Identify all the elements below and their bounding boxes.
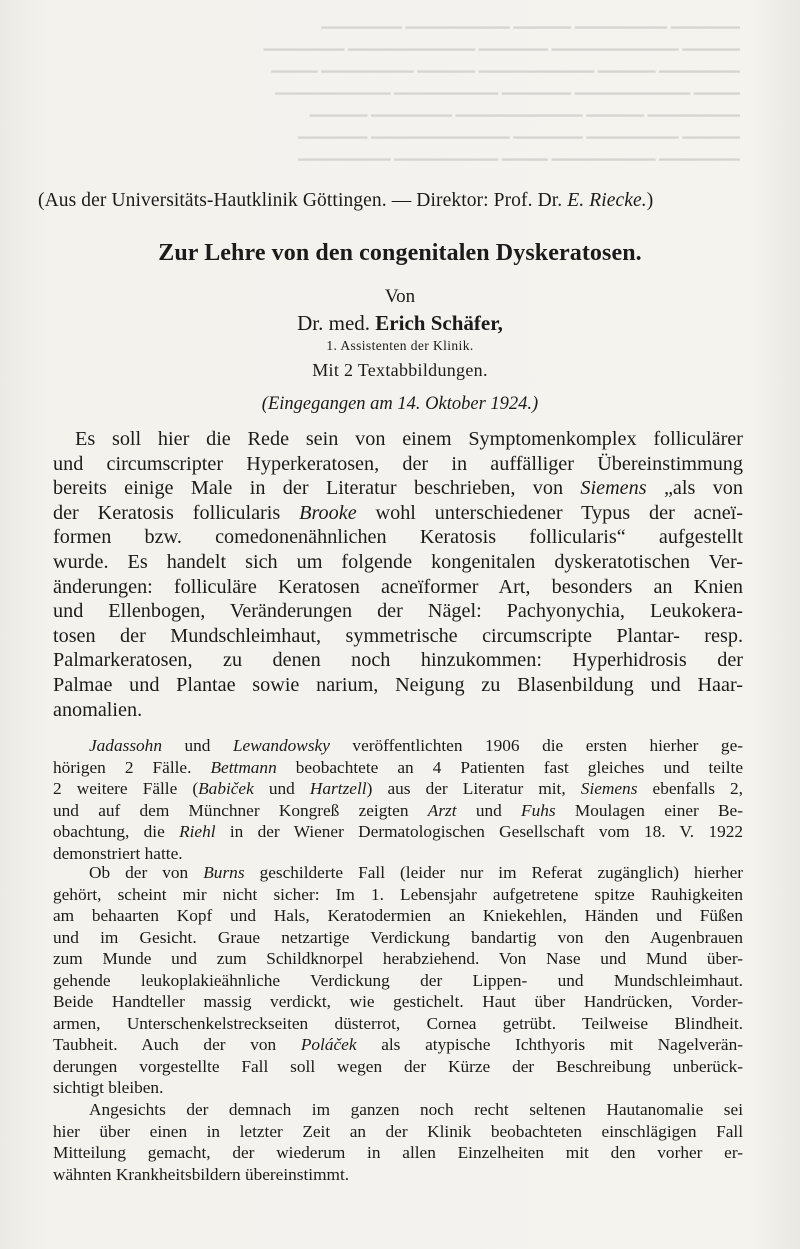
figures-note: Mit 2 Textabbildungen. — [312, 360, 488, 380]
text-line: Ob der von Burns geschilderte Fall (leider nur im Referat zugänglich) hierher — [89, 863, 743, 882]
author-ref: Jadassohn — [89, 736, 162, 755]
text-line: Es soll hier die Rede sein von einem Symptomenkomplex folliculärer — [75, 428, 743, 450]
text-line: demonstriert hatte. — [53, 843, 183, 863]
text-line: änderungen: folliculäre Keratosen acneïformer Art, besonders an Knien — [53, 575, 743, 598]
text-line: sichtigt bleiben. — [53, 1078, 164, 1097]
author-line — [0, 311, 800, 336]
text-line: armen, Unterschenkelstreckseiten düsterrot, Cornea getrübt. Teilweise Blindheit. — [53, 1013, 743, 1033]
author-ref: Bettmann — [210, 757, 277, 777]
text-line: Palmarkeratosen, zu denen noch hinzukommen: Hyperhidrosis der — [53, 649, 743, 672]
author-ref: Riehl — [179, 822, 216, 841]
text-line: zum Munde und zum Schildknorpel herabziehend. Von Nase und Mund über- — [53, 949, 743, 968]
received-date: (Eingegangen am 14. Oktober 1924.) — [261, 394, 539, 414]
author-ref: Arzt — [427, 800, 457, 820]
text-line: wähnten Krankheitsbildern übereinstimmt. — [53, 1164, 350, 1184]
author-ref: Lewandowsky — [232, 736, 330, 755]
text-line: derungen vorgestellte Fall soll wegen der Kürze der Beschreibung unberück- — [53, 1056, 743, 1076]
text-line: und im Gesicht. Graue netzartige Verdickung bandartig von den Augenbrauen — [53, 927, 743, 947]
text-line: wurde. Es handelt sich um folgende kongenitalen dyskeratotischen Ver- — [53, 551, 743, 573]
text-line: hier über einen in letzter Zeit an der Klinik beobachteten einschlägigen Fall — [53, 1121, 743, 1141]
author-ref: Brooke — [299, 501, 357, 524]
text-line: formen bzw. comedonenähnlichen Keratosis follicularis“ aufgestellt — [53, 526, 743, 549]
author-ref: Burns — [203, 863, 245, 882]
author-ref: Hartzell — [309, 779, 367, 798]
author-ref: Siemens — [580, 477, 647, 500]
affiliation-institute: (Aus der Universitäts-Hautklinik Göttingen. — Direktor: Prof. Dr. — [38, 190, 568, 211]
author-position: 1. Assistenten der Klinik. — [326, 338, 474, 353]
author-degree: Dr. med. — [297, 311, 376, 335]
show-through-texture: ▁▁▁▁▁▁ ▁▁▁▁▁▁▁▁ ▁▁▁▁▁ ▁▁▁▁▁▁▁▁▁ ▁▁▁▁▁▁▁ ▁▁▁▁▁ ▁▁▁▁▁▁▁▁▁▁▁ ▁▁▁▁▁▁ ▁▁▁▁▁▁▁▁▁▁▁ ▁▁▁▁▁▁▁ ▁▁▁▁▁▁▁ ▁▁▁▁▁ ▁▁▁▁▁▁▁▁▁▁ ▁▁▁▁▁ ▁▁▁▁▁▁▁▁ ▁▁▁▁ ▁▁▁▁ ▁▁▁▁▁▁▁▁▁▁ ▁▁▁▁▁▁ ▁▁▁▁▁▁▁▁▁ ▁▁▁▁▁▁▁▁▁▁ ▁▁▁▁▁▁▁▁ ▁▁▁▁▁ ▁▁▁▁▁▁▁▁▁▁▁ ▁▁▁▁▁▁▁ ▁▁▁▁▁ ▁▁▁▁▁ ▁▁▁▁▁▁▁▁ ▁▁▁▁▁▁ ▁▁▁▁▁▁▁▁▁▁▁▁ ▁▁▁▁▁▁ ▁▁▁▁▁▁▁ ▁▁▁▁▁▁▁▁▁ ▁▁▁▁ ▁▁▁▁▁▁▁▁▁ ▁▁▁▁▁▁▁▁ — [263, 13, 740, 161]
text-line: und circumscripter Hyperkeratosen, der in auffälliger Übereinstimmung — [53, 452, 743, 475]
affiliation-line — [38, 190, 738, 212]
text-line: und auf dem Münchner Kongreß zeigten Arzt und Fuhs Moulagen einer Be- — [53, 800, 743, 820]
text-line: Beide Handteller massig verdickt, wie gestichelt. Haut über Handrücken, Vorder- — [53, 992, 743, 1011]
article-title: Zur Lehre von den congenitalen Dyskeratosen. — [158, 240, 642, 266]
text-line: gehende leukoplakieähnliche Verdickung der Lippen- und Mundschleimhaut. — [53, 970, 743, 990]
affiliation-close: ) — [646, 190, 654, 211]
author-ref: Poláček — [300, 1035, 357, 1054]
text-line: 2 weitere Fälle (Babiček und Hartzell) aus der Literatur mit, Siemens ebenfalls 2, — [53, 779, 743, 798]
author-name: Erich Schäfer, — [375, 311, 503, 335]
author-ref: Siemens — [580, 779, 638, 798]
author-ref: Fuhs — [521, 800, 556, 820]
byline-von: Von — [384, 286, 416, 307]
text-line: tosen der Mundschleimhaut, symmetrische circumscripte Plantar- resp. — [53, 624, 743, 647]
text-line: Angesichts der demnach im ganzen noch recht seltenen Hautanomalie sei — [89, 1100, 743, 1119]
text-line: und Ellenbogen, Veränderungen der Nägel: Pachyonychia, Leukokera- — [53, 600, 743, 623]
text-line: Taubheit. Auch der von Poláček als atypische Ichthyoris mit Nagelverän- — [53, 1035, 744, 1054]
text-line: Palmae und Plantae sowie narium, Neigung zu Blasenbildung und Haar- — [53, 674, 743, 696]
text-line: hörigen 2 Fälle. Bettmann beobachtete an 4 Patienten fast gleiches und teilte — [53, 757, 743, 777]
text-line: Jadassohn und Lewandowsky veröffentlichten 1906 die ersten hierher ge- — [89, 736, 743, 755]
text-line: bereits einige Male in der Literatur beschrieben, von Siemens „als von — [53, 477, 743, 500]
text-line: der Keratosis follicularis Brooke wohl unterschiedener Typus der acneï- — [53, 501, 743, 524]
text-line: Mitteilung gemacht, der wiederum in allen Einzelheiten mit den vorher er- — [53, 1143, 743, 1162]
author-ref: Babiček — [198, 779, 254, 798]
affiliation-director: E. Riecke. — [567, 190, 647, 211]
text-line: gehört, scheint mir nicht sicher: Im 1. Lebensjahr aufgetretene spitze Rauhigkeiten — [53, 884, 743, 904]
text-line: am behaarten Kopf und Hals, Keratodermien an Kniekehlen, Händen und Füßen — [53, 906, 743, 925]
text-line: anomalien. — [53, 698, 143, 721]
text-line: obachtung, die Riehl in der Wiener Dermatologischen Gesellschaft vom 18. V. 1922 — [53, 822, 744, 841]
